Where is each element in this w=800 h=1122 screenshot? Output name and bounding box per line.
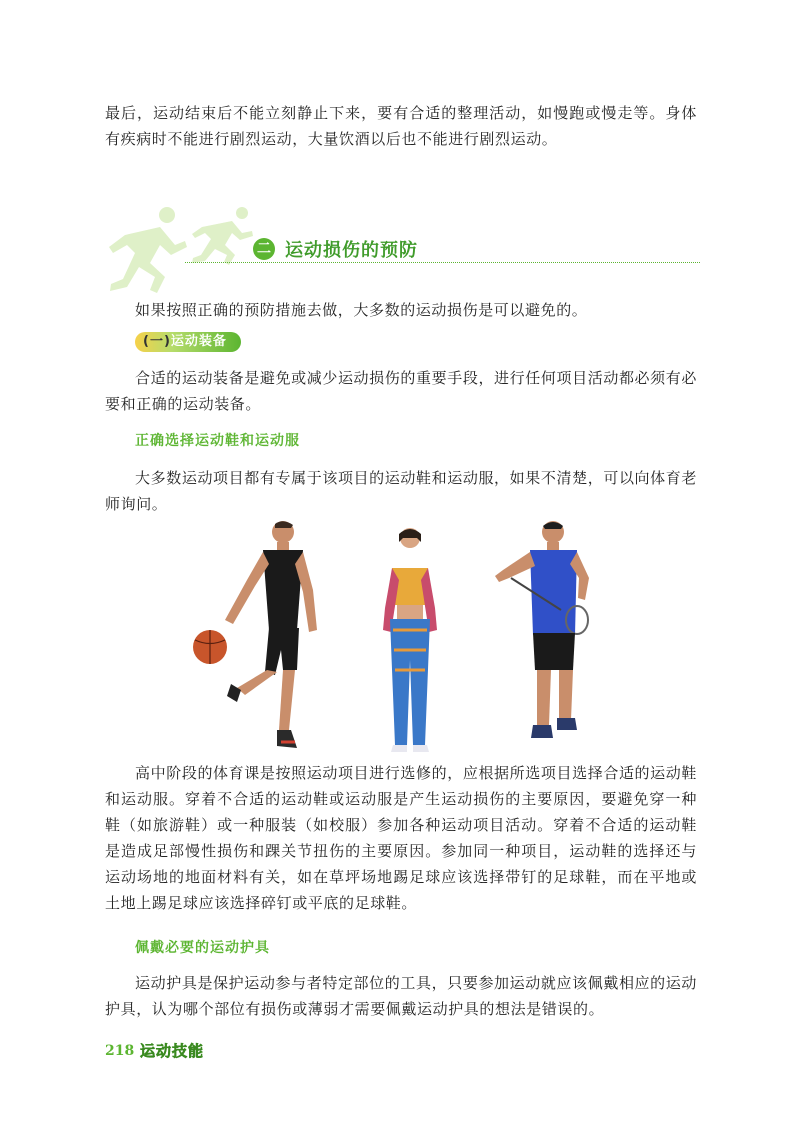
sportswear-photos [185, 520, 605, 755]
subsection-body: 合适的运动装备是避免或减少运动损伤的重要手段，进行任何项目活动都必须有必要和正确的运动装备。 [105, 369, 697, 413]
section-intro: 如果按照正确的预防措施去做，大多数的运动损伤是可以避免的。 [135, 301, 588, 319]
topic-heading: 佩戴必要的运动护具 [135, 940, 270, 956]
page-number: 218 [105, 1043, 135, 1059]
badminton-player-figure [495, 521, 589, 738]
basketball-player-figure [193, 521, 317, 748]
runner-icon [105, 205, 190, 295]
subsection-label [135, 332, 241, 352]
subsection-number: (一) [143, 334, 171, 349]
section-number-badge: 二 [253, 238, 275, 260]
section-divider [185, 262, 700, 263]
topic-body: 大多数运动项目都有专属于该项目的运动鞋和运动服，如果不清楚，可以向体育老师询问。 [105, 469, 697, 513]
topic-body: 高中阶段的体育课是按照运动项目进行选修的，应根据所选项目选择合适的运动鞋和运动服。穿着不合适的运动鞋或运动服是产生运动损伤的主要原因，要避免穿一种鞋（如旅游鞋）或一种服装（如校服）参加各种运动项目活动。穿着不合适的运动鞋是造成足部慢性损伤和踝关节扭伤的主要原因。参加同一种项目，运动鞋的选择还与运动场地的地面材料有关，如在草坪场地踢足球应该选择带钉的足球鞋，而在平地或土地上踢足球应该选择碎钉或平底的足球鞋。 [105, 764, 697, 912]
dancer-figure [383, 528, 437, 752]
runner-icon [187, 205, 257, 265]
subsection-title: 运动装备 [170, 334, 227, 349]
topic-body: 运动护具是保护运动参与者特定部位的工具，只要参加运动就应该佩戴相应的运动护具，认为哪个部位有损伤或薄弱才需要佩戴运动护具的想法是错误的。 [105, 974, 697, 1018]
top-paragraph: 最后，运动结束后不能立刻静止下来，要有合适的整理活动，如慢跑或慢走等。身体有疾病时不能进行剧烈运动，大量饮酒以后也不能进行剧烈运动。 [105, 104, 697, 148]
section-heading [105, 205, 700, 295]
section-title: 运动损伤的预防 [285, 240, 418, 261]
book-title: 运动技能 [140, 1042, 205, 1060]
topic-heading: 正确选择运动鞋和运动服 [135, 433, 300, 449]
